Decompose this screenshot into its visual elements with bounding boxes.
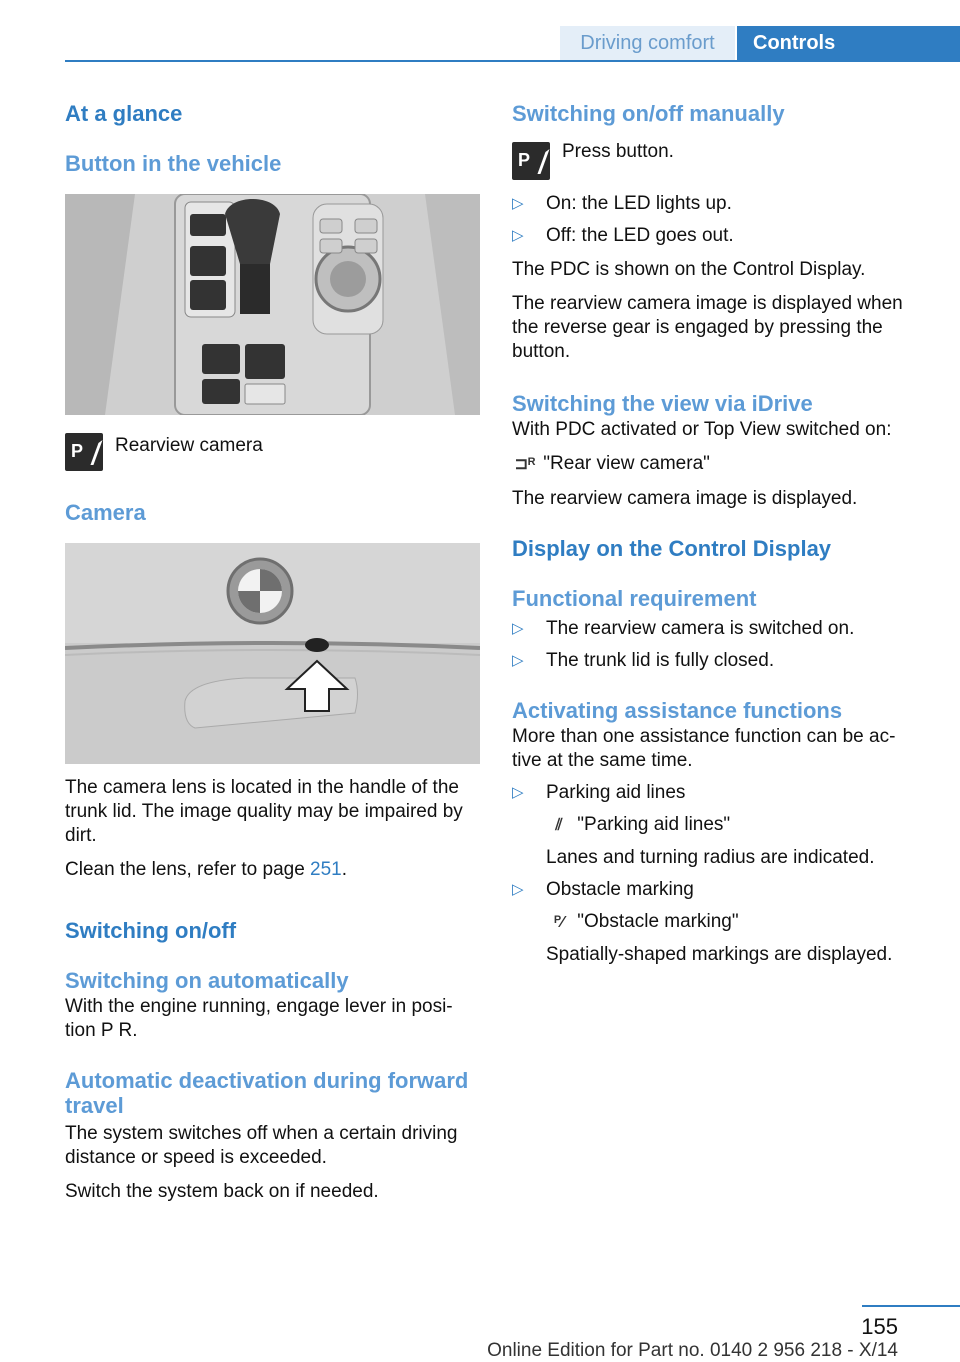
assist-b1-desc: Lanes and turning radius are indicated.	[546, 847, 875, 868]
press-button-row	[512, 142, 922, 180]
idrive-menu-text: "Rear view camera"	[543, 453, 710, 474]
req-bullet-2-text: The trunk lid is fully closed.	[546, 650, 775, 671]
header-rule	[65, 60, 960, 62]
manual-bullet-1	[512, 192, 922, 216]
camera-paragraph-1: The camera lens is located in the handle of the trunk lid. The image quality may be impaired by dirt.	[65, 777, 463, 846]
press-button-text: Press button.	[562, 141, 674, 162]
obstacle-marking-icon: ᴾ⁄	[554, 914, 564, 931]
assist-b2-desc: Spatially-shaped markings are displayed.	[546, 944, 893, 965]
heading-automatic-deactivation: Automatic deactivation during forward travel	[65, 1068, 469, 1118]
idrive-menu-row	[512, 452, 922, 477]
req-bullet-1	[512, 617, 922, 641]
manual-bullet-2	[512, 224, 922, 248]
header-section-tab: Driving comfort	[560, 26, 735, 61]
assist-b2-menu-text: "Obstacle marking"	[577, 911, 739, 932]
pdc-button-icon: P	[512, 142, 550, 180]
idrive-paragraph-2: The rearview camera image is displayed.	[512, 488, 858, 509]
heading-functional-requirement: Functional requirement	[512, 586, 757, 611]
photo-trunk-lid-camera	[65, 543, 480, 764]
heading-switching-view-idrive: Switching the view via iDrive	[512, 391, 813, 416]
assist-paragraph: More than one assistance function can be ac‐tive at the same time.	[512, 726, 896, 771]
assist-b2-menu-row	[512, 910, 922, 935]
trunk-lid-camera-illustration	[65, 543, 480, 764]
camera-paragraph-2	[65, 858, 480, 882]
heading-at-a-glance: At a glance	[65, 101, 183, 126]
rearview-camera-caption: Rearview camera	[115, 435, 263, 456]
assist-b1-menu-row	[512, 813, 922, 838]
heading-activating-assistance: Activating assistance functions	[512, 698, 843, 723]
camera-p2-end: .	[341, 859, 348, 880]
rear-view-camera-menu-icon: ⊐ᴿ	[514, 456, 536, 473]
assist-bullet-2-text: Obstacle marking	[546, 879, 694, 900]
header-chapter-tab: Controls	[737, 26, 960, 61]
left-column	[65, 100, 480, 1204]
camera-p2-text: Clean the lens, refer to page	[65, 859, 311, 880]
assist-b1-menu-text: "Parking aid lines"	[577, 814, 731, 835]
auto-on-paragraph: With the engine running, engage lever in posi‐tion P R.	[65, 996, 453, 1041]
bullet-triangle-icon: ▷	[512, 652, 524, 669]
center-console-illustration	[65, 194, 480, 415]
manual-bullet-1-text: On: the LED lights up.	[546, 193, 732, 214]
heading-display-control-display: Display on the Control Display	[512, 536, 832, 561]
auto-off-paragraph-2: Switch the system back on if needed.	[65, 1181, 379, 1202]
bullet-triangle-icon: ▷	[512, 784, 524, 801]
page-link-251[interactable]: 251	[310, 859, 342, 880]
page-number: 155	[861, 1314, 898, 1339]
parking-aid-lines-icon: ⫽	[555, 817, 563, 834]
photo-center-console	[65, 194, 480, 415]
rearview-camera-caption-row	[65, 433, 480, 471]
idrive-paragraph-1: With PDC activated or Top View switched on:	[512, 419, 892, 440]
heading-switching-on-off: Switching on/off	[65, 918, 237, 943]
req-bullet-1-text: The rearview camera is switched on.	[546, 618, 855, 639]
right-column	[512, 100, 922, 967]
heading-button-in-vehicle: Button in the vehicle	[65, 151, 282, 176]
heading-switching-manually: Switching on/off manually	[512, 101, 785, 126]
footer-rule	[862, 1305, 960, 1307]
footer-edition: Online Edition for Part no. 0140 2 956 218 - X/14	[487, 1340, 898, 1361]
manual-paragraph-2: The rearview camera image is displayed when the reverse gear is engaged by pressing the button.	[512, 293, 903, 362]
bullet-triangle-icon: ▷	[512, 227, 524, 244]
heading-camera: Camera	[65, 500, 146, 525]
assist-bullet-1	[512, 781, 922, 805]
manual-bullet-2-text: Off: the LED goes out.	[546, 225, 734, 246]
manual-paragraph-1: The PDC is shown on the Control Display.	[512, 259, 866, 280]
auto-off-paragraph-1: The system switches off when a certain driving distance or speed is exceeded.	[65, 1123, 458, 1168]
req-bullet-2	[512, 649, 922, 673]
bullet-triangle-icon: ▷	[512, 620, 524, 637]
rearview-camera-button-icon: P	[65, 433, 103, 471]
assist-bullet-2	[512, 878, 922, 902]
bullet-triangle-icon: ▷	[512, 195, 524, 212]
assist-bullet-1-text: Parking aid lines	[546, 782, 686, 803]
bullet-triangle-icon: ▷	[512, 881, 524, 898]
heading-switching-on-automatically: Switching on automatically	[65, 968, 349, 993]
